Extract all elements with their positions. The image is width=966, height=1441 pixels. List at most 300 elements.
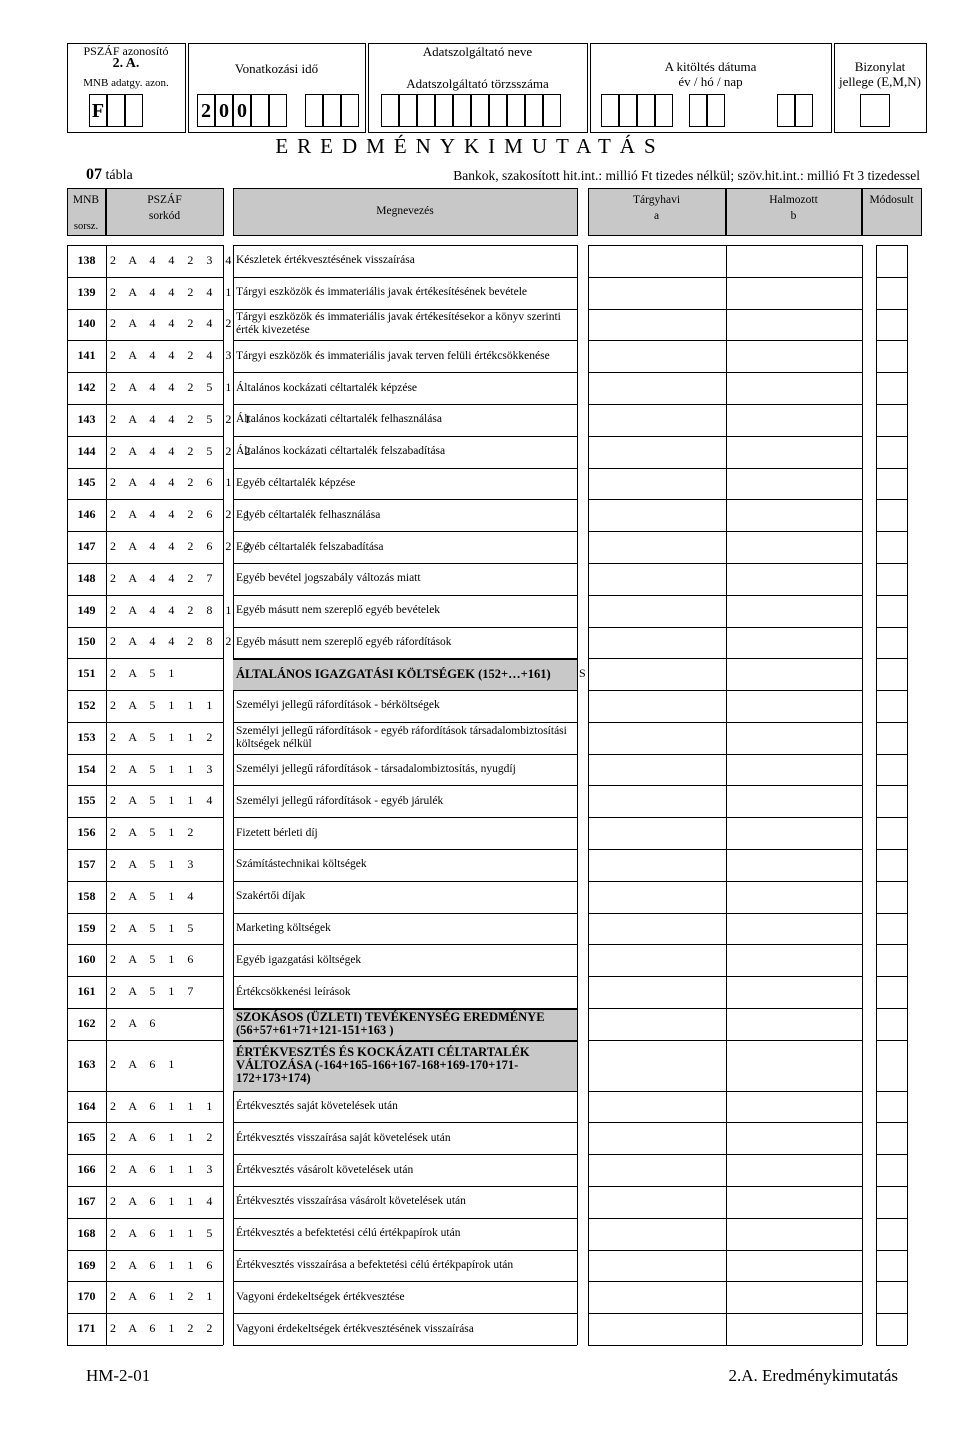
period-label: Vonatkozási idő xyxy=(234,61,319,76)
row-name: Egyéb másutt nem szereplő egyéb ráfordítások xyxy=(236,635,452,648)
date-cell-4[interactable] xyxy=(655,94,673,127)
table-row xyxy=(0,372,966,404)
row-separator-modified xyxy=(876,340,907,341)
row-separator-values xyxy=(588,976,862,977)
row-separator-modified xyxy=(876,658,907,659)
date-sub-label: év / hó / nap xyxy=(678,74,743,89)
row-separator-name xyxy=(233,1250,577,1251)
doc-type-cell[interactable] xyxy=(860,94,890,127)
value-current-cell[interactable] xyxy=(589,754,725,786)
col-header-modified xyxy=(862,188,922,236)
row-separator-modified xyxy=(876,404,907,405)
value-cumulative-cell[interactable] xyxy=(727,1091,861,1123)
modified-flag-cell[interactable] xyxy=(877,722,906,754)
row-number: 156 xyxy=(77,825,96,840)
value-cumulative-cell[interactable] xyxy=(727,1154,861,1186)
modified-flag-cell[interactable] xyxy=(877,277,906,309)
value-current-cell[interactable] xyxy=(589,658,725,690)
modified-flag-cell[interactable] xyxy=(877,817,906,849)
value-cumulative-cell[interactable] xyxy=(727,690,861,722)
row-separator-code xyxy=(67,595,223,596)
row-separator-name xyxy=(233,817,577,818)
row-name: Egyéb bevétel jogszabály változás miatt xyxy=(236,572,421,585)
modified-flag-cell[interactable] xyxy=(877,1186,906,1218)
row-code: 2 A 4 4 2 4 3 xyxy=(110,348,237,363)
value-current-cell[interactable] xyxy=(589,563,725,595)
footer-form-code: HM-2-01 xyxy=(86,1366,151,1385)
row-separator-code xyxy=(67,658,223,659)
value-cumulative-cell[interactable] xyxy=(727,627,861,659)
value-current-cell[interactable] xyxy=(589,340,725,372)
period-digit-8[interactable] xyxy=(341,94,359,127)
row-code: 2 A 5 1 1 4 xyxy=(110,793,218,808)
table-border-bottom-modified xyxy=(876,1345,907,1346)
modified-flag-cell[interactable] xyxy=(877,245,906,277)
row-separator-values xyxy=(588,881,862,882)
col-header-current xyxy=(588,188,726,236)
period-digit-4[interactable] xyxy=(251,94,269,127)
value-cumulative-cell[interactable] xyxy=(727,1186,861,1218)
table-row xyxy=(0,690,966,722)
value-cumulative-cell[interactable] xyxy=(727,913,861,945)
value-cumulative-cell[interactable] xyxy=(727,881,861,913)
value-cumulative-cell[interactable] xyxy=(727,372,861,404)
row-name: Értékvesztés visszaírása saját követelések után xyxy=(236,1131,451,1144)
value-current-cell[interactable] xyxy=(589,817,725,849)
row-separator-modified xyxy=(876,1186,907,1187)
row-name: ÁLTALÁNOS IGAZGATÁSI KÖLTSÉGEK (152+…+161) xyxy=(236,666,551,681)
value-cumulative-cell[interactable] xyxy=(727,1008,861,1040)
table-row xyxy=(0,309,966,341)
row-code: 2 A 4 4 2 6 2 1 xyxy=(110,507,256,522)
row-separator-code xyxy=(67,404,223,405)
row-separator-code xyxy=(67,627,223,628)
row-separator-name xyxy=(233,563,577,564)
table-row xyxy=(0,245,966,277)
table-row xyxy=(0,1122,966,1154)
provider-reg-cell-4[interactable] xyxy=(435,94,453,127)
mnb-id-cell-2[interactable] xyxy=(107,94,125,127)
row-number: 167 xyxy=(77,1193,96,1208)
col-current-label: Tárgyhavi xyxy=(632,194,681,206)
row-name: Általános kockázati céltartalék képzése xyxy=(236,381,418,394)
row-separator-values xyxy=(588,372,862,373)
modified-flag-cell[interactable] xyxy=(877,404,906,436)
value-current-cell[interactable] xyxy=(589,1281,725,1313)
col-header-pszaf xyxy=(106,188,224,236)
modified-flag-cell[interactable] xyxy=(877,309,906,341)
modified-flag-cell[interactable] xyxy=(877,1313,906,1345)
value-cumulative-cell[interactable] xyxy=(727,245,861,277)
row-number: 155 xyxy=(77,793,96,808)
value-current-cell[interactable] xyxy=(589,595,725,627)
table-row xyxy=(0,881,966,913)
value-cumulative-cell[interactable] xyxy=(727,817,861,849)
value-current-cell[interactable] xyxy=(589,627,725,659)
header-period-box xyxy=(188,43,366,133)
row-separator-name xyxy=(233,404,577,405)
pszaf-label: PSZÁF azonosító xyxy=(83,44,169,58)
value-current-cell[interactable] xyxy=(589,1091,725,1123)
modified-flag-cell[interactable] xyxy=(877,785,906,817)
row-name: Marketing költségek xyxy=(236,922,331,935)
row-name: Egyéb igazgatási költségek xyxy=(236,953,362,966)
row-code: 2 A 6 1 2 1 xyxy=(110,1289,218,1304)
row-number: 153 xyxy=(77,729,96,744)
row-separator-name xyxy=(233,1281,577,1282)
row-name: Értékvesztés visszaírása vásárolt követelések után xyxy=(236,1195,466,1208)
table-row xyxy=(0,849,966,881)
row-code: 2 A 6 1 xyxy=(110,1057,180,1072)
value-cumulative-cell[interactable] xyxy=(727,1218,861,1250)
provider-reg-cell-5[interactable] xyxy=(453,94,471,127)
modified-flag-cell[interactable] xyxy=(877,849,906,881)
row-separator-modified xyxy=(876,849,907,850)
row-number: 138 xyxy=(77,252,96,267)
row-separator-values xyxy=(588,754,862,755)
row-separator-values xyxy=(588,690,862,691)
modified-flag-cell[interactable] xyxy=(877,658,906,690)
period-digit-5[interactable] xyxy=(269,94,287,127)
value-cumulative-cell[interactable] xyxy=(727,976,861,1008)
value-current-cell[interactable] xyxy=(589,468,725,500)
row-separator-values xyxy=(588,1186,862,1187)
row-separator-name xyxy=(233,1040,577,1042)
value-current-cell[interactable] xyxy=(589,1250,725,1282)
row-mark: S xyxy=(579,666,586,681)
row-separator-code xyxy=(67,785,223,786)
modified-flag-cell[interactable] xyxy=(877,1091,906,1123)
modified-flag-cell[interactable] xyxy=(877,881,906,913)
row-separator-name xyxy=(233,1313,577,1314)
modified-flag-cell[interactable] xyxy=(877,690,906,722)
footer-form-title: 2.A. Eredménykimutatás xyxy=(728,1366,898,1385)
value-current-cell[interactable] xyxy=(589,1122,725,1154)
row-separator-modified xyxy=(876,468,907,469)
modified-flag-cell[interactable] xyxy=(877,1281,906,1313)
row-separator-code xyxy=(67,817,223,818)
value-cumulative-cell[interactable] xyxy=(727,309,861,341)
mnb-label: MNB adatgy. azon. xyxy=(83,77,169,89)
row-separator-modified xyxy=(876,722,907,723)
value-current-cell[interactable] xyxy=(589,404,725,436)
row-separator-name xyxy=(233,1122,577,1123)
value-current-cell[interactable] xyxy=(589,372,725,404)
row-separator-code xyxy=(67,531,223,532)
value-cumulative-cell[interactable] xyxy=(727,785,861,817)
row-code: 2 A 6 1 1 5 xyxy=(110,1225,218,1240)
row-separator-name xyxy=(233,499,577,500)
row-separator-code xyxy=(67,881,223,882)
row-separator-modified xyxy=(876,627,907,628)
modified-flag-cell[interactable] xyxy=(877,754,906,786)
row-separator-code xyxy=(67,436,223,437)
table-row xyxy=(0,595,966,627)
value-current-cell[interactable] xyxy=(589,1218,725,1250)
modified-flag-cell[interactable] xyxy=(877,913,906,945)
provider-reg-cell-8[interactable] xyxy=(507,94,525,127)
row-separator-values xyxy=(588,436,862,437)
modified-flag-cell[interactable] xyxy=(877,340,906,372)
value-cumulative-cell[interactable] xyxy=(727,722,861,754)
row-code: 2 A 4 4 2 5 2 2 xyxy=(110,443,256,458)
value-current-cell[interactable] xyxy=(589,245,725,277)
row-number: 143 xyxy=(77,411,96,426)
row-separator-values xyxy=(588,944,862,945)
row-separator-modified xyxy=(876,785,907,786)
row-separator-name xyxy=(233,436,577,437)
period-digit-2[interactable]: 0 xyxy=(215,94,233,127)
row-separator-modified xyxy=(876,976,907,977)
table-row xyxy=(0,1186,966,1218)
row-separator-modified xyxy=(876,690,907,691)
value-cumulative-cell[interactable] xyxy=(727,1250,861,1282)
row-code: 2 A 5 1 1 3 xyxy=(110,761,218,776)
row-number: 164 xyxy=(77,1098,96,1113)
row-separator-values xyxy=(588,1250,862,1251)
provider-reg-cell-6[interactable] xyxy=(471,94,489,127)
row-separator-name xyxy=(233,468,577,469)
value-cumulative-cell[interactable] xyxy=(727,944,861,976)
row-separator-modified xyxy=(876,1122,907,1123)
value-current-cell[interactable] xyxy=(589,881,725,913)
value-current-cell[interactable] xyxy=(589,1008,725,1040)
row-name: Személyi jellegű ráfordítások - bérköltségek xyxy=(236,699,440,712)
table-row xyxy=(0,563,966,595)
value-current-cell[interactable] xyxy=(589,1040,725,1091)
modified-flag-cell[interactable] xyxy=(877,1250,906,1282)
row-separator-code xyxy=(67,1186,223,1187)
row-name: Értékvesztés vásárolt követelések után xyxy=(236,1163,414,1176)
value-current-cell[interactable] xyxy=(589,849,725,881)
row-code: 2 A 6 1 1 2 xyxy=(110,1130,218,1145)
mnb-id-cell-3[interactable] xyxy=(125,94,143,127)
modified-flag-cell[interactable] xyxy=(877,976,906,1008)
provider-reg-cell-10[interactable] xyxy=(543,94,561,127)
table-row xyxy=(0,277,966,309)
value-current-cell[interactable] xyxy=(589,690,725,722)
row-separator-values xyxy=(588,404,862,405)
provider-reg-cell-7[interactable] xyxy=(489,94,507,127)
row-separator-values xyxy=(588,817,862,818)
row-code: 2 A 6 1 2 2 xyxy=(110,1321,218,1336)
value-current-cell[interactable] xyxy=(589,722,725,754)
provider-name-label: Adatszolgáltató neve xyxy=(422,44,533,59)
period-digit-1[interactable]: 2 xyxy=(197,94,215,127)
row-name: Értékvesztés visszaírása a befektetési célú értékpapírok után xyxy=(236,1259,514,1271)
row-number: 152 xyxy=(77,697,96,712)
row-separator-values xyxy=(588,1154,862,1155)
modified-flag-cell[interactable] xyxy=(877,1218,906,1250)
provider-reg-cell-3[interactable] xyxy=(417,94,435,127)
row-code: 2 A 6 1 1 3 xyxy=(110,1162,218,1177)
pszaf-value: 2. A. xyxy=(112,56,140,71)
row-separator-code xyxy=(67,372,223,373)
header-pszaf-box xyxy=(67,43,186,133)
value-cumulative-cell[interactable] xyxy=(727,531,861,563)
modified-flag-cell[interactable] xyxy=(877,1040,906,1091)
modified-flag-cell[interactable] xyxy=(877,372,906,404)
row-number: 168 xyxy=(77,1225,96,1240)
row-separator-code xyxy=(67,499,223,500)
date-cell-8[interactable] xyxy=(795,94,813,127)
provider-reg-cell-1[interactable] xyxy=(381,94,399,127)
date-cell-1[interactable] xyxy=(601,94,619,127)
row-separator-values xyxy=(588,245,862,246)
modified-flag-cell[interactable] xyxy=(877,1122,906,1154)
row-separator-name xyxy=(233,754,577,755)
doc-type-sub-label: jellege (E,M,N) xyxy=(839,74,921,89)
modified-flag-cell[interactable] xyxy=(877,627,906,659)
modified-flag-cell[interactable] xyxy=(877,1008,906,1040)
row-name: Személyi jellegű ráfordítások - egyéb ráfordítások társadalombiztosítási költségek nélkül xyxy=(236,724,567,750)
mnb-id-cell-1[interactable]: F xyxy=(89,94,107,127)
value-cumulative-cell[interactable] xyxy=(727,404,861,436)
row-name: Általános kockázati céltartalék felszabadítása xyxy=(236,445,446,458)
col-mnb-label: MNB xyxy=(72,194,100,206)
value-cumulative-cell[interactable] xyxy=(727,277,861,309)
row-separator-modified xyxy=(876,595,907,596)
modified-flag-cell[interactable] xyxy=(877,468,906,500)
row-number: 150 xyxy=(77,634,96,649)
value-cumulative-cell[interactable] xyxy=(727,849,861,881)
period-digit-7[interactable] xyxy=(323,94,341,127)
row-number: 163 xyxy=(77,1057,96,1072)
table-row xyxy=(0,722,966,754)
row-separator-values xyxy=(588,340,862,341)
row-separator-name xyxy=(233,245,577,246)
value-cumulative-cell[interactable] xyxy=(727,595,861,627)
value-cumulative-cell[interactable] xyxy=(727,468,861,500)
row-separator-modified xyxy=(876,436,907,437)
value-cumulative-cell[interactable] xyxy=(727,658,861,690)
value-cumulative-cell[interactable] xyxy=(727,499,861,531)
row-name: Értékvesztés saját követelések után xyxy=(236,1100,398,1113)
value-cumulative-cell[interactable] xyxy=(727,340,861,372)
value-current-cell[interactable] xyxy=(589,944,725,976)
value-cumulative-cell[interactable] xyxy=(727,1281,861,1313)
row-number: 170 xyxy=(77,1289,96,1304)
modified-flag-cell[interactable] xyxy=(877,436,906,468)
row-number: 141 xyxy=(77,348,96,363)
row-separator-name xyxy=(233,913,577,914)
value-current-cell[interactable] xyxy=(589,976,725,1008)
value-current-cell[interactable] xyxy=(589,436,725,468)
row-name: Egyéb másutt nem szereplő egyéb bevételek xyxy=(236,604,441,617)
modified-flag-cell[interactable] xyxy=(877,595,906,627)
value-cumulative-cell[interactable] xyxy=(727,1040,861,1091)
date-cell-3[interactable] xyxy=(637,94,655,127)
date-cell-2[interactable] xyxy=(619,94,637,127)
modified-flag-cell[interactable] xyxy=(877,531,906,563)
row-number: 166 xyxy=(77,1162,96,1177)
row-number: 142 xyxy=(77,380,96,395)
row-separator-modified xyxy=(876,372,907,373)
row-code: 2 A 5 1 5 xyxy=(110,920,199,935)
col-pszaf-label: PSZÁF xyxy=(147,194,182,206)
table-row xyxy=(0,785,966,817)
col-header-name xyxy=(233,188,578,236)
row-separator-modified xyxy=(876,913,907,914)
modified-flag-cell[interactable] xyxy=(877,1154,906,1186)
row-code: 2 A 6 1 1 4 xyxy=(110,1193,218,1208)
row-name: Vagyoni érdekeltségek értékvesztése xyxy=(236,1290,405,1303)
period-digit-3[interactable]: 0 xyxy=(233,94,251,127)
row-separator-code xyxy=(67,1154,223,1155)
table-label xyxy=(86,166,133,184)
value-current-cell[interactable] xyxy=(589,1313,725,1345)
row-separator-code xyxy=(67,913,223,914)
date-cell-6[interactable] xyxy=(707,94,725,127)
provider-reg-cell-2[interactable] xyxy=(399,94,417,127)
date-cell-7[interactable] xyxy=(777,94,795,127)
value-current-cell[interactable] xyxy=(589,309,725,341)
row-separator-code xyxy=(67,849,223,850)
row-separator-values xyxy=(588,277,862,278)
period-digit-6[interactable] xyxy=(305,94,323,127)
value-cumulative-cell[interactable] xyxy=(727,563,861,595)
value-current-cell[interactable] xyxy=(589,785,725,817)
col-current-sub: a xyxy=(653,210,660,222)
value-cumulative-cell[interactable] xyxy=(727,754,861,786)
value-current-cell[interactable] xyxy=(589,913,725,945)
value-cumulative-cell[interactable] xyxy=(727,436,861,468)
provider-reg-cell-9[interactable] xyxy=(525,94,543,127)
row-separator-code xyxy=(67,944,223,945)
row-separator-modified xyxy=(876,1091,907,1092)
row-code: 2 A 5 1 4 xyxy=(110,888,199,903)
table-row xyxy=(0,1091,966,1123)
row-code: 2 A 4 4 2 3 4 xyxy=(110,252,237,267)
row-name: Értékcsökkenési leírások xyxy=(236,985,351,998)
modified-flag-cell[interactable] xyxy=(877,563,906,595)
value-current-cell[interactable] xyxy=(589,277,725,309)
value-current-cell[interactable] xyxy=(589,1186,725,1218)
value-current-cell[interactable] xyxy=(589,499,725,531)
row-number: 148 xyxy=(77,570,96,585)
table-number: 07 xyxy=(86,166,102,183)
value-current-cell[interactable] xyxy=(589,1154,725,1186)
row-number: 146 xyxy=(77,507,96,522)
modified-flag-cell[interactable] xyxy=(877,944,906,976)
table-row xyxy=(0,531,966,563)
row-code: 2 A 5 1 2 xyxy=(110,825,199,840)
row-code: 2 A 4 4 2 6 1 xyxy=(110,475,237,490)
row-separator-code xyxy=(67,1250,223,1251)
value-cumulative-cell[interactable] xyxy=(727,1122,861,1154)
row-separator-code xyxy=(67,1040,223,1041)
row-code: 2 A 5 1 1 1 xyxy=(110,697,218,712)
row-separator-code xyxy=(67,754,223,755)
value-current-cell[interactable] xyxy=(589,531,725,563)
row-separator-name xyxy=(233,1218,577,1219)
row-separator-modified xyxy=(876,1281,907,1282)
doc-type-label: Bizonylat xyxy=(854,59,906,74)
row-code: 2 A 4 4 2 5 2 1 xyxy=(110,411,256,426)
col-cumulative-sub: b xyxy=(790,210,797,222)
row-separator-values xyxy=(588,627,862,628)
row-separator-modified xyxy=(876,245,907,246)
row-separator-values xyxy=(588,563,862,564)
value-cumulative-cell[interactable] xyxy=(727,1313,861,1345)
modified-flag-cell[interactable] xyxy=(877,499,906,531)
row-separator-name xyxy=(233,881,577,882)
row-separator-values xyxy=(588,468,862,469)
row-separator-values xyxy=(588,309,862,310)
date-cell-5[interactable] xyxy=(689,94,707,127)
row-separator-modified xyxy=(876,277,907,278)
table-row xyxy=(0,340,966,372)
